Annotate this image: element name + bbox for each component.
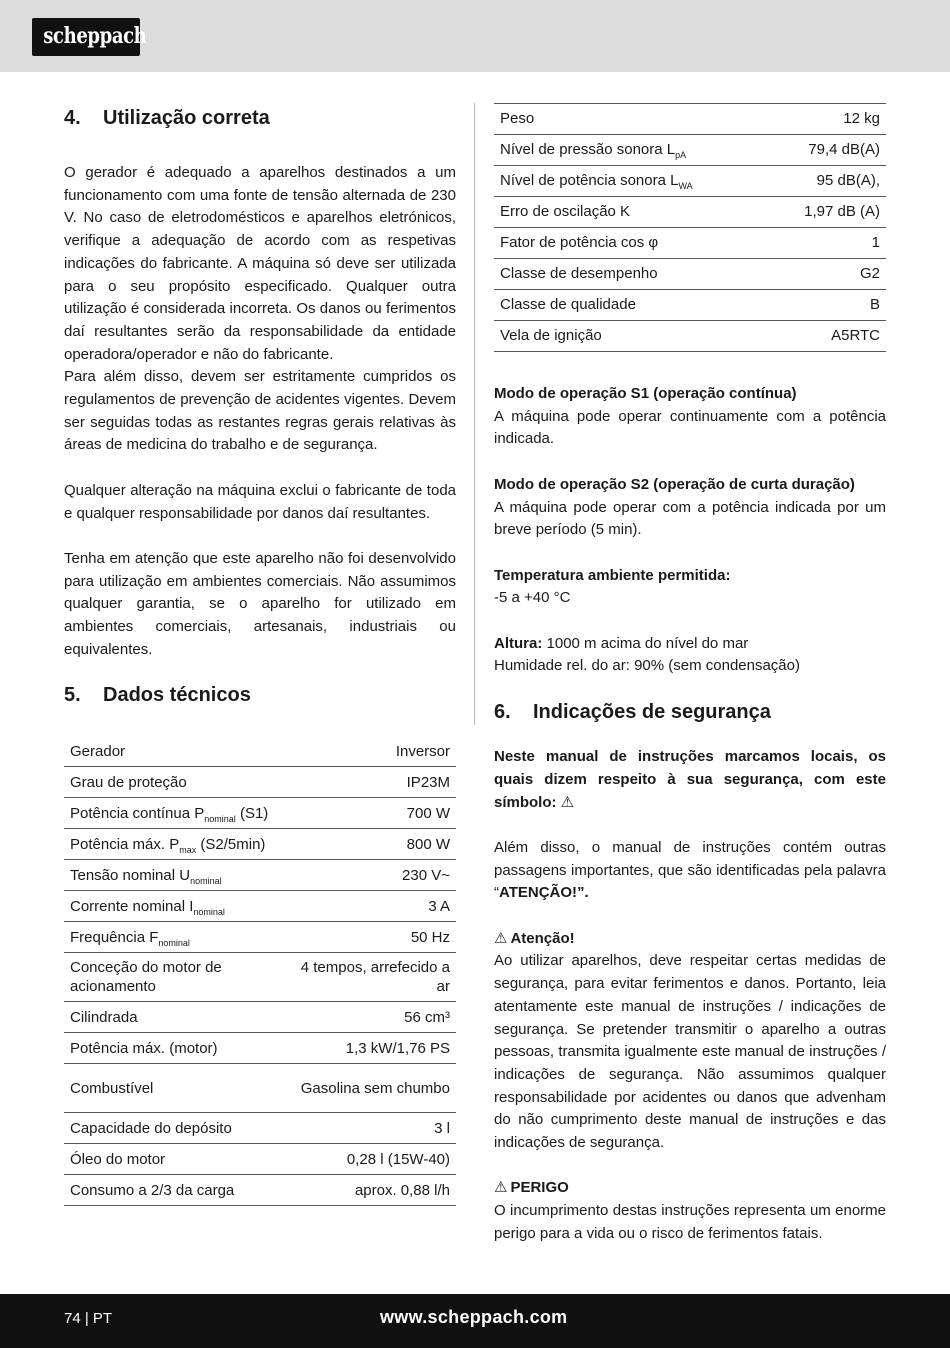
mode-s1-title: Modo de operação S1 (operação contínua) xyxy=(494,385,797,402)
spec-label: Nível de potência sonora $L_{WA}$ xyxy=(494,166,768,197)
table-row xyxy=(64,1144,456,1175)
website-url: www.scheppach.com xyxy=(380,1307,568,1327)
spec-label: Frequência $F_{nominal}$ xyxy=(64,922,286,953)
spec-label: Nível de pressão sonora $L_{pA}$ xyxy=(494,135,768,166)
warning-triangle-icon: ⚠ xyxy=(560,793,575,811)
spec-label: Consumo a 2/3 da carga xyxy=(64,1175,286,1206)
spec-label: Óleo do motor xyxy=(64,1144,286,1175)
spec-label: Potência contínua $P_{nominal}$ (S1) xyxy=(64,798,286,829)
spec-value: A5RTC xyxy=(768,321,886,352)
warning-triangle-icon: ⚠ xyxy=(494,929,508,947)
spec-label: Cilindrada xyxy=(64,1002,286,1033)
ambient-temperature-title: Temperatura ambiente permitida: xyxy=(494,566,731,584)
danger-title: ⚠ PERIGO xyxy=(494,1177,886,1200)
spec-label: Combustível xyxy=(64,1064,286,1113)
spec-value: Inversor xyxy=(286,736,456,767)
spec-value: 50 Hz xyxy=(286,922,456,953)
page-number: 74 | PT xyxy=(64,1310,113,1327)
table-row xyxy=(64,922,456,953)
altitude-line: Altura: 1000 m acima do nível do mar xyxy=(494,634,749,652)
table-row xyxy=(494,135,886,166)
spec-value: 230 V~ xyxy=(286,860,456,891)
section-5-heading: 5. Dados técnicos xyxy=(64,684,251,707)
table-row xyxy=(494,290,886,321)
technical-data-table xyxy=(64,736,456,1206)
table-row xyxy=(494,321,886,352)
table-row xyxy=(64,1175,456,1206)
section-4-paragraph-3: Qualquer alteração na máquina exclui o fabricante de toda e qualquer responsabilidade por danos daí resultantes. xyxy=(64,481,456,522)
header-bar xyxy=(0,0,950,72)
attention-text: Ao utilizar aparelhos, deve respeitar certas medidas de segurança, para evitar ferimentos e danos. Portanto, leia atentamente este manual de instruções / indicações de segurança. Se pretender transmitir o aparelho a outras pessoas, transmita igualmente este manual de instruções / indicações de segurança. Não assumimos qualquer responsabilidade por acidentes ou danos que advenham do não cumprimento deste manual de instruções e das indicações de segurança. xyxy=(494,952,886,1152)
table-row xyxy=(64,1064,456,1113)
spec-value: G2 xyxy=(768,259,886,290)
table-row xyxy=(494,228,886,259)
spec-value: 4 tempos, arrefecido a ar xyxy=(286,953,456,1002)
spec-label: Corrente nominal $I_{nominal}$ xyxy=(64,891,286,922)
footer-bar xyxy=(0,1294,950,1348)
spec-label: Classe de desempenho xyxy=(494,259,768,290)
spec-value: 3 A xyxy=(286,891,456,922)
table-row xyxy=(494,166,886,197)
spec-value: 1,3 kW/1,76 PS xyxy=(286,1033,456,1064)
technical-data-table-continued xyxy=(494,103,886,352)
table-row xyxy=(64,953,456,1002)
table-row xyxy=(494,104,886,135)
table-row xyxy=(494,259,886,290)
section-4-paragraph-2: Para além disso, devem ser estritamente cumpridos os regulamentos de prevenção de acidentes vigentes. Devem ser seguidas todas as restantes regras gerais relativas às áreas de medicina do trabalho e de segurança. xyxy=(64,368,456,454)
spec-value: IP23M xyxy=(286,767,456,798)
spec-value: 12 kg xyxy=(768,104,886,135)
table-row xyxy=(64,767,456,798)
right-column xyxy=(494,103,886,1246)
table-row xyxy=(64,1113,456,1144)
spec-value: 56 cm³ xyxy=(286,1002,456,1033)
warning-triangle-icon: ⚠ xyxy=(494,1179,508,1197)
spec-value: 1 xyxy=(768,228,886,259)
spec-label: Conceção do motor de acionamento xyxy=(64,953,286,1002)
table-row xyxy=(64,860,456,891)
spec-value: 800 W xyxy=(286,829,456,860)
spec-value: B xyxy=(768,290,886,321)
spec-value: 3 l xyxy=(286,1113,456,1144)
spec-label: Tensão nominal $U_{nominal}$ xyxy=(64,860,286,891)
spec-label: Potência máx. (motor) xyxy=(64,1033,286,1064)
humidity-line: Humidade rel. do ar: 90% (sem condensação) xyxy=(494,657,800,675)
section-4-paragraph-1: O gerador é adequado a aparelhos destinados a um funcionamento com uma fonte de tensão alternada de 230 V. No caso de eletrodomésticos e aparelhos eletrónicos, verifique a adequação de acordo com as respetivas indicações do fabricante. A máquina só deve ser utilizada para o seu propósito especificado. Qualquer outra utilização é considerada incorreta. Os danos ou ferimentos daí resultantes serão da responsabilidade da entidade operadora/operador e não do fabricante. xyxy=(64,164,456,363)
safety-intro: Neste manual de instruções marcamos locais, os quais dizem respeito à sua segurança, com este símbolo: ⚠ xyxy=(494,748,886,811)
mode-s2-title: Modo de operação S2 (operação de curta duração) xyxy=(494,475,855,493)
section-6-heading: 6. Indicações de segurança xyxy=(494,701,771,724)
spec-label: Grau de proteção xyxy=(64,767,286,798)
spec-value: aprox. 0,88 l/h xyxy=(286,1175,456,1206)
table-row xyxy=(64,798,456,829)
table-row xyxy=(64,1002,456,1033)
table-row xyxy=(64,736,456,767)
section-4-paragraph-4: Tenha em atenção que este aparelho não foi desenvolvido para utilização em ambientes comerciais. Não assumimos qualquer garantia, se o aparelho for utilizado em ambientes comerciais, artesanais, industriais ou equivalentes. xyxy=(64,549,456,658)
attention-word-paragraph: Além disso, o manual de instruções contém outras passagens importantes, que são identificadas pela palavra “ATENÇÃO!”. xyxy=(494,838,886,902)
spec-label: Erro de oscilação K xyxy=(494,197,768,228)
spec-label: Classe de qualidade xyxy=(494,290,768,321)
spec-value: 700 W xyxy=(286,798,456,829)
spec-label: Potência máx. $P_{max}$ (S2/5min) xyxy=(64,829,286,860)
danger-text: O incumprimento destas instruções representa um enorme perigo para a vida ou o risco de ferimentos fatais. xyxy=(494,1202,886,1242)
spec-value: 79,4 dB(A) xyxy=(768,135,886,166)
left-column xyxy=(64,104,456,1206)
spec-value: 95 dB(A), xyxy=(768,166,886,197)
spec-label: Vela de ignição xyxy=(494,321,768,352)
spec-value: 0,28 l (15W-40) xyxy=(286,1144,456,1175)
table-row xyxy=(64,891,456,922)
table-row xyxy=(64,1033,456,1064)
column-divider xyxy=(474,103,475,725)
mode-s1-text: A máquina pode operar continuamente com a potência indicada. xyxy=(494,407,886,448)
spec-label: Gerador xyxy=(64,736,286,767)
attention-title: ⚠ Atenção! xyxy=(494,928,886,951)
brand-logo: scheppach xyxy=(32,18,140,56)
table-row xyxy=(64,829,456,860)
spec-label: Capacidade do depósito xyxy=(64,1113,286,1144)
spec-label: Fator de potência cos φ xyxy=(494,228,768,259)
mode-s2-text: A máquina pode operar com a potência indicada por um breve período (5 min). xyxy=(494,498,886,539)
section-4-heading: 4. Utilização correta xyxy=(64,107,270,129)
table-row xyxy=(494,197,886,228)
spec-label: Peso xyxy=(494,104,768,135)
spec-value: Gasolina sem chumbo xyxy=(286,1064,456,1113)
spec-value: 1,97 dB (A) xyxy=(768,197,886,228)
ambient-temperature-value: -5 a +40 °C xyxy=(494,589,571,607)
